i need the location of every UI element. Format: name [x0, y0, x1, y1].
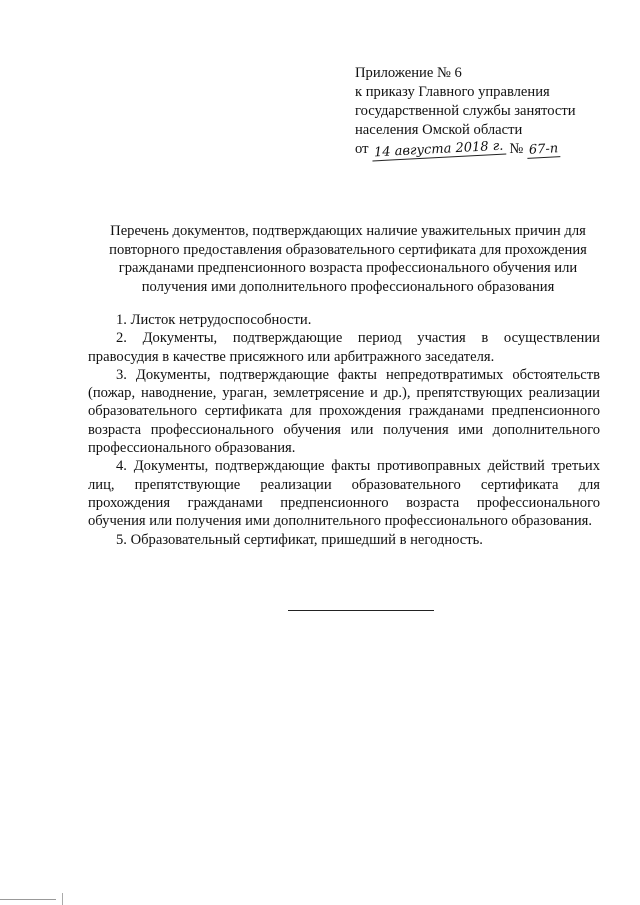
number-prefix: №	[509, 141, 524, 157]
list-item: 5. Образовательный сертификат, пришедший в негодность.	[116, 531, 483, 548]
handwritten-number: 67-п	[527, 142, 561, 159]
document-body	[88, 311, 600, 549]
appendix-date-line	[355, 140, 625, 159]
list-item: 3. Документы, подтверждающие факты непредотвратимых обстоятельств (пожар, наводнение, ураган, землетрясение и др.), препятствующих реализации образовательного сертификата для прохождения гражданами предпенсионного возраста профессионального обучения или получения ими дополнительного профессионального образования.	[88, 366, 600, 457]
handwritten-date: 14 августа 2018 г.	[372, 140, 506, 162]
appendix-order-ref: к приказу Главного управления	[355, 84, 550, 100]
appendix-number: Приложение № 6	[355, 65, 462, 81]
list-item: 1. Листок нетрудоспособности.	[116, 312, 312, 328]
list-item: 4. Документы, подтверждающие факты противоправных действий третьих лиц, препятствующие реализации образовательного сертификата для прохождения гражданами предпенсионного возраста профессионального обучения или получения ими дополнительного профессионального образования.	[88, 458, 600, 530]
appendix-header	[355, 64, 625, 159]
date-prefix: от	[355, 141, 369, 157]
appendix-agency: государственной службы занятости	[355, 103, 576, 119]
scan-edge-mark	[0, 899, 56, 900]
document-title: Перечень документов, подтверждающих наличие уважительных причин для повторного предоставления образовательного сертификата для прохождения гражданами предпенсионного возраста профессионального обучения или получения ими дополнительного профессионального образования	[109, 223, 587, 295]
closing-divider	[288, 610, 434, 611]
appendix-region: населения Омской области	[355, 122, 523, 138]
scan-edge-tick	[62, 893, 63, 905]
list-item: 2. Документы, подтверждающие период участия в осуществлении правосудия в качестве присяжного или арбитражного заседателя.	[88, 330, 600, 365]
